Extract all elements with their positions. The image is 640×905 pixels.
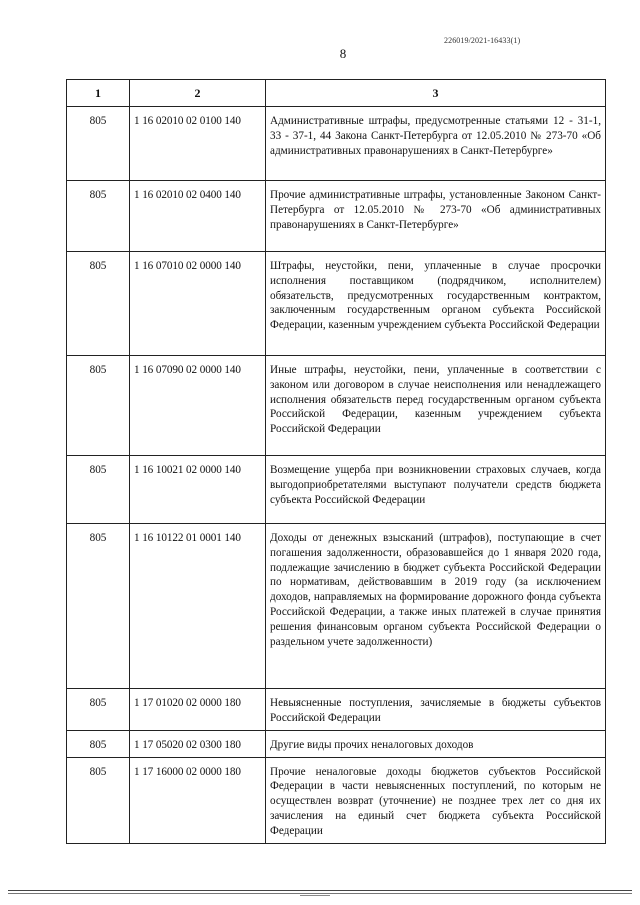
budget-code-cell: 1 16 07010 02 0000 140	[130, 252, 266, 356]
budget-code-cell: 1 16 02010 02 0100 140	[130, 107, 266, 181]
description-cell: Невыясненные поступления, зачисляемые в бюджеты субъектов Российской Федерации	[266, 689, 606, 731]
description-cell: Иные штрафы, неустойки, пени, уплаченные в соответствии с законом или договором в случае неисполнения или ненадлежащего исполнения обязательств перед государственным органом субъекта Российской Федерации, казенным учреждением субъекта Российской Федерации	[266, 356, 606, 456]
description-cell: Прочие административные штрафы, установленные Законом Санкт-Петербурга от 12.05.2010 № 273-70 «Об административных правонарушениях в Санкт-Петербурге»	[266, 181, 606, 252]
document-id: 226019/2021-16433(1)	[444, 36, 521, 45]
description-cell: Прочие неналоговые доходы бюджетов субъектов Российской Федерации в части невыясненных поступлений, по которым не осуществлен возврат (уточнение) не позднее трех лет со дня их зачисления на единый счет бюджета субъекта Российской Федерации	[266, 757, 606, 843]
column-header-3: 3	[266, 80, 606, 107]
description-cell: Возмещение ущерба при возникновении страховых случаев, когда выгодоприобретателями выступают получатели средств бюджета субъекта Российской Федерации	[266, 456, 606, 524]
admin-code-cell: 805	[67, 757, 130, 843]
admin-code-cell: 805	[67, 356, 130, 456]
admin-code-cell: 805	[67, 456, 130, 524]
budget-code-cell: 1 17 16000 02 0000 180	[130, 757, 266, 843]
description-cell: Административные штрафы, предусмотренные статьями 12 - 31-1, 33 - 37-1, 44 Закона Санкт-Петербурга от 12.05.2010 № 273-70 «Об административных правонарушениях в Санкт-Петербурге»	[266, 107, 606, 181]
table-row	[67, 524, 606, 689]
budget-code-cell: 1 16 10122 01 0001 140	[130, 524, 266, 689]
admin-code-cell: 805	[67, 181, 130, 252]
table-row	[67, 356, 606, 456]
table-header-row	[67, 80, 606, 107]
budget-code-cell: 1 17 05020 02 0300 180	[130, 730, 266, 757]
admin-code-cell: 805	[67, 107, 130, 181]
page-number: 8	[339, 46, 347, 61]
description-cell: Другие виды прочих неналоговых доходов	[266, 730, 606, 757]
admin-code-cell: 805	[67, 252, 130, 356]
table-row	[67, 757, 606, 843]
table-row	[67, 252, 606, 356]
budget-code-cell: 1 16 07090 02 0000 140	[130, 356, 266, 456]
admin-code-cell: 805	[67, 730, 130, 757]
table-row	[67, 730, 606, 757]
table-row	[67, 689, 606, 731]
description-cell: Доходы от денежных взысканий (штрафов), поступающие в счет погашения задолженности, образовавшейся до 1 января 2020 года, подлежащие зачислению в бюджет субъекта Российской Федерации по нормативам, действовавшим в 2019 году (за исключением доходов, направляемых на формирование дорожного фонда субъекта Российской Федерации, а также иных платежей в случае принятия решения финансовым органом субъекта Российской Федерации о раздельном учете задолженности)	[266, 524, 606, 689]
budget-codes-table	[66, 79, 606, 844]
admin-code-cell: 805	[67, 689, 130, 731]
column-header-1: 1	[67, 80, 130, 107]
admin-code-cell: 805	[67, 524, 130, 689]
table-row	[67, 181, 606, 252]
table-row	[67, 456, 606, 524]
budget-code-cell: 1 16 02010 02 0400 140	[130, 181, 266, 252]
column-header-2: 2	[130, 80, 266, 107]
scan-mark	[300, 887, 330, 896]
table-row	[67, 107, 606, 181]
description-cell: Штрафы, неустойки, пени, уплаченные в случае просрочки исполнения поставщиком (подрядчиком, исполнителем) обязательств, предусмотренных государственным контрактом, заключенным государственным органом субъекта Российской Федерации, казенным учреждением субъекта Российской Федерации	[266, 252, 606, 356]
budget-code-cell: 1 16 10021 02 0000 140	[130, 456, 266, 524]
budget-code-cell: 1 17 01020 02 0000 180	[130, 689, 266, 731]
